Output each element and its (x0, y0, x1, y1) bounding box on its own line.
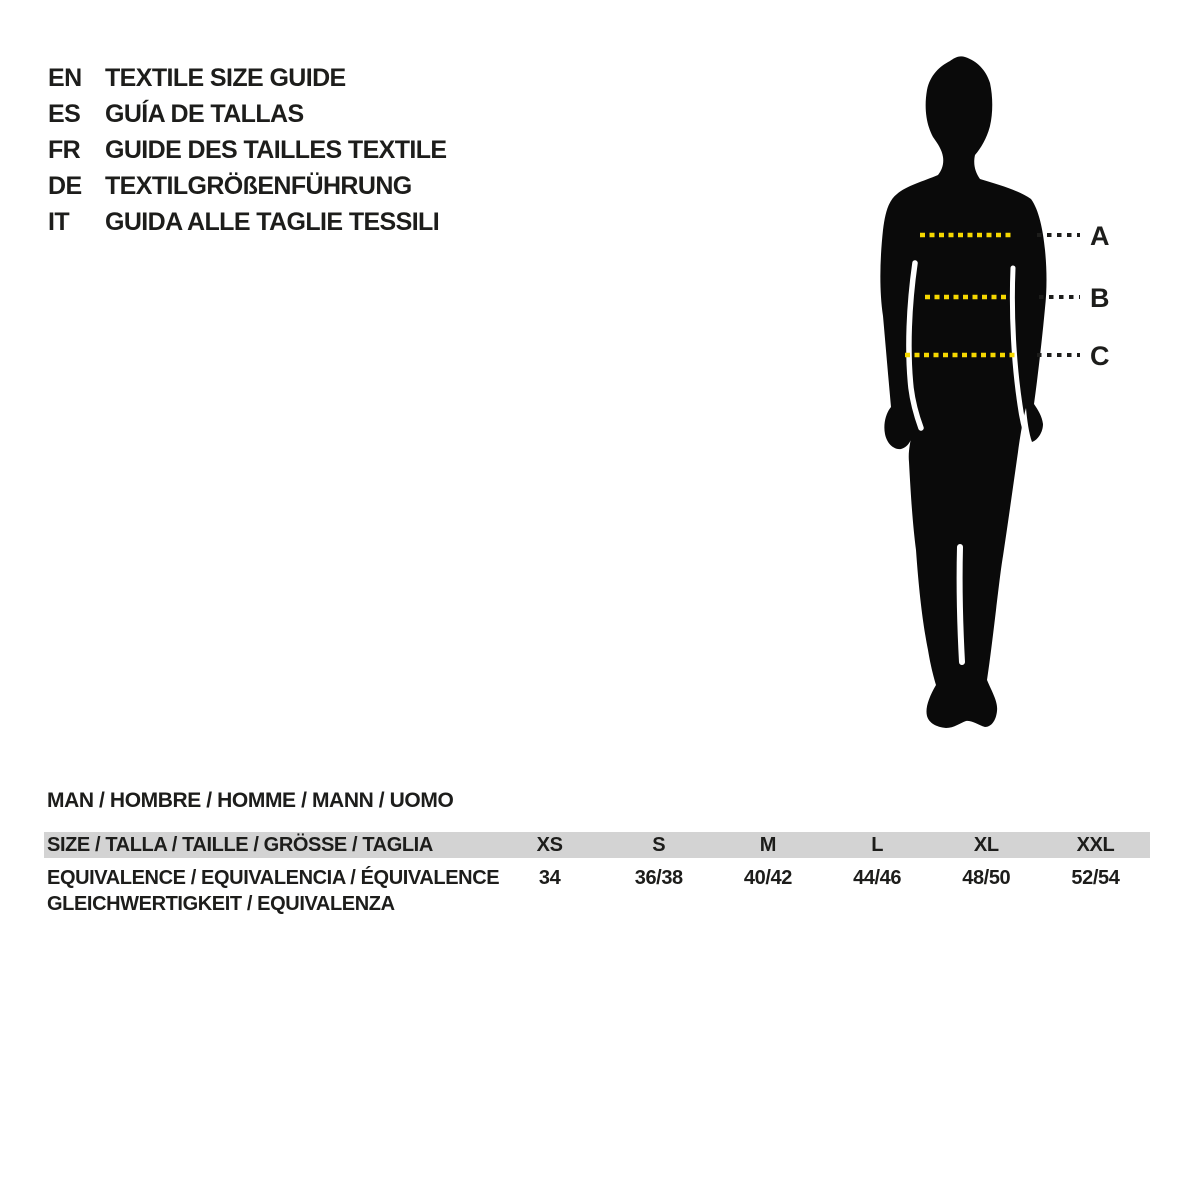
size-table-values-row (44, 865, 1150, 917)
language-title-list (48, 60, 447, 240)
size-value-xl: 48/50 (962, 867, 1011, 889)
size-value-xxl: 52/54 (1071, 867, 1120, 889)
size-column-m: M (759, 833, 777, 856)
measure-label-c: C (1090, 341, 1110, 371)
body-measurement-figure (850, 40, 1130, 750)
equivalence-label (44, 865, 500, 917)
language-row-en (48, 60, 447, 96)
size-value-l: 44/46 (853, 867, 902, 889)
language-code: DE (48, 171, 82, 200)
size-value-m: 40/42 (743, 867, 792, 889)
size-table (44, 832, 1150, 917)
language-title: TEXTILE SIZE GUIDE (105, 63, 346, 92)
size-value-s: 36/38 (634, 867, 683, 889)
measure-label-b: B (1090, 283, 1110, 313)
size-column-xs: XS (536, 833, 563, 856)
female-silhouette-graphic (850, 40, 1130, 750)
table-section-title: MAN / HOMBRE / HOMME / MANN / UOMO (47, 789, 454, 812)
language-row-es (48, 96, 447, 132)
language-code: FR (48, 135, 81, 164)
language-code: EN (48, 63, 82, 92)
size-column-xxl: XXL (1076, 833, 1115, 856)
language-row-it (48, 204, 447, 240)
size-table-header-row (44, 832, 1150, 858)
leg-gap (960, 547, 962, 662)
size-column-l: L (871, 833, 884, 856)
equivalence-label-line1: EQUIVALENCE / EQUIVALENCIA / ÉQUIVALENCE (47, 867, 500, 889)
size-column-xl: XL (973, 833, 999, 856)
measure-label-a: A (1090, 221, 1110, 251)
language-code: ES (48, 99, 81, 128)
language-title: TEXTILGRÖßENFÜHRUNG (105, 171, 412, 200)
language-row-fr (48, 132, 447, 168)
language-title: GUIDE DES TAILLES TEXTILE (105, 135, 447, 164)
size-value-xs: 34 (538, 867, 561, 889)
language-code: IT (48, 207, 70, 236)
language-title: GUIDA ALLE TAGLIE TESSILI (105, 207, 440, 236)
language-title: GUÍA DE TALLAS (105, 99, 304, 128)
size-header-label: SIZE / TALLA / TAILLE / GRÖSSE / TAGLIA (47, 833, 433, 856)
language-row-de (48, 168, 447, 204)
size-column-s: S (652, 833, 666, 856)
equivalence-label-line2: GLEICHWERTIGKEIT / EQUIVALENZA (47, 893, 395, 915)
